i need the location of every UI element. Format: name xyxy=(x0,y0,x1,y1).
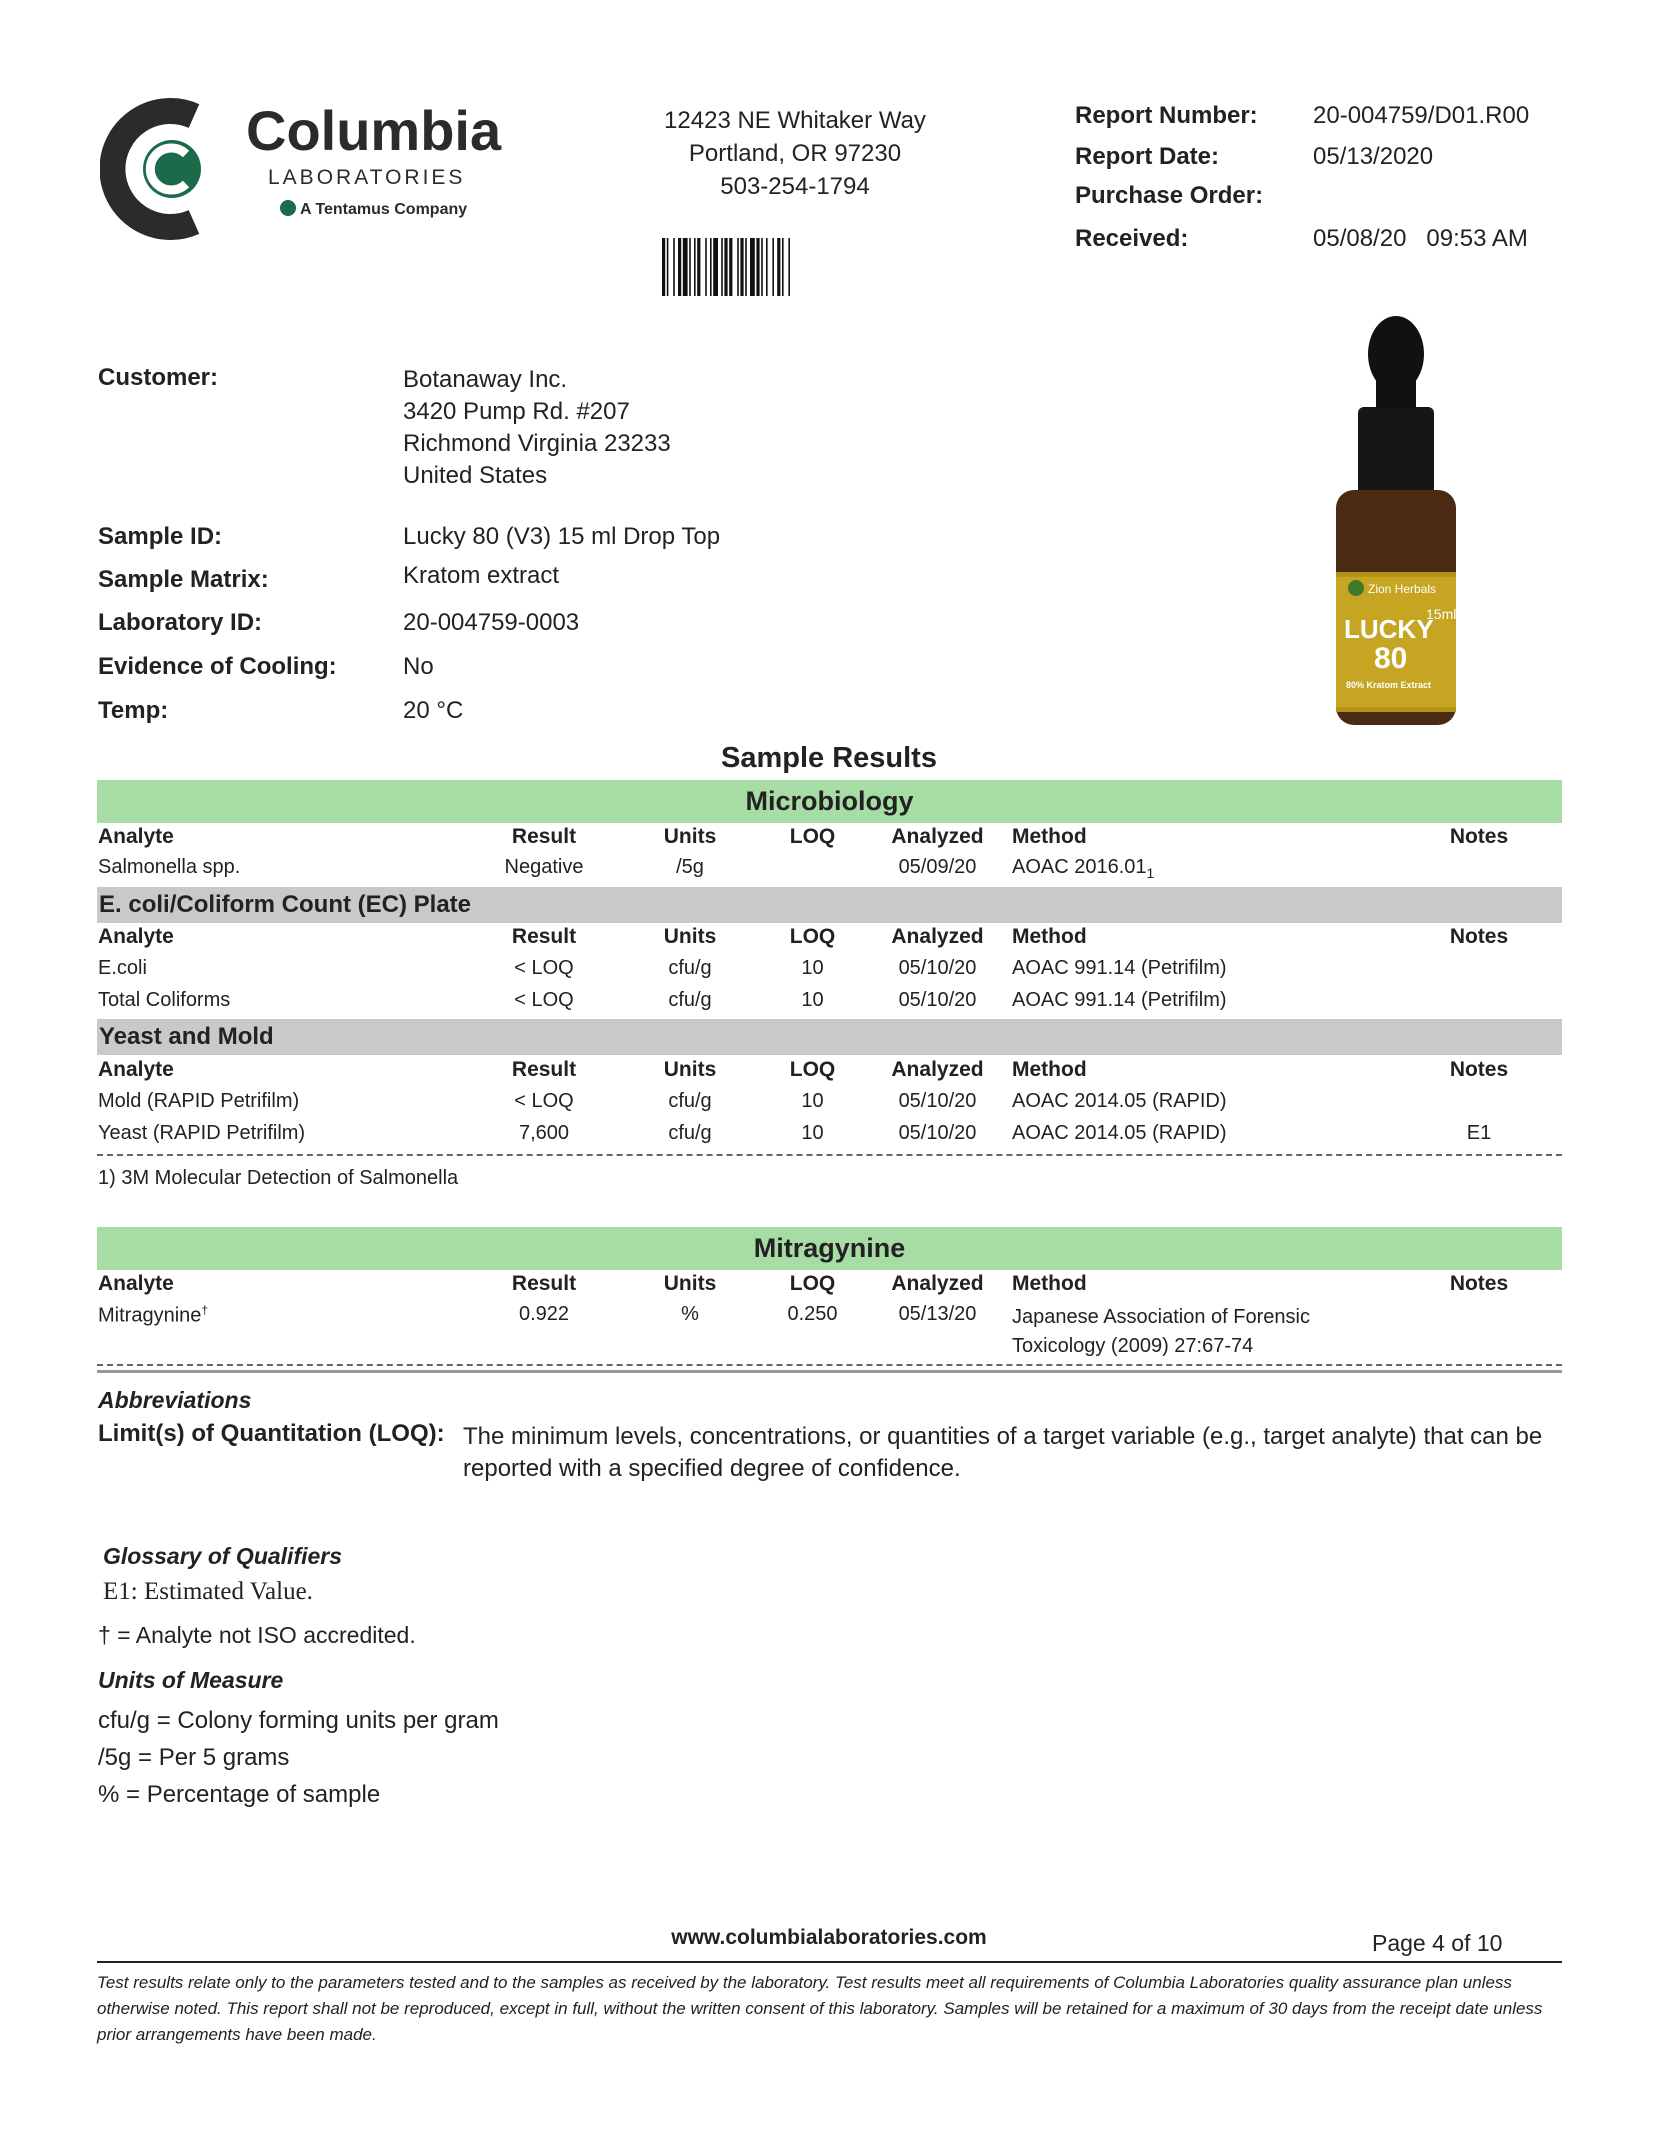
product-bottle-image xyxy=(1318,312,1478,737)
cell-loq: 10 xyxy=(801,1090,824,1112)
list-item: /5g = Per 5 grams xyxy=(98,1744,290,1771)
col-notes: Notes xyxy=(1449,925,1509,948)
bottle-name: LUCKY xyxy=(1344,614,1434,644)
customer-line: Richmond Virginia 23233 xyxy=(403,430,671,457)
sample-matrix-label: Sample Matrix: xyxy=(98,566,269,593)
section-divider xyxy=(97,1364,1562,1366)
logo-tag: A Tentamus Company xyxy=(300,201,468,218)
method-text: AOAC 2016.01 xyxy=(1012,856,1147,878)
cell-method xyxy=(1012,1303,1310,1361)
col-loq: LOQ xyxy=(789,1272,836,1295)
ecoli-band xyxy=(97,887,1562,923)
lab-address-line: 12423 NE Whitaker Way xyxy=(664,107,926,134)
section-divider xyxy=(97,1154,1562,1156)
cell-units: cfu/g xyxy=(668,1090,712,1112)
laboratory-id: 20-004759-0003 xyxy=(403,609,580,636)
cell-method: AOAC 2014.05 (RAPID) xyxy=(1012,1122,1227,1144)
report-number: 20-004759/D01.R00 xyxy=(1313,102,1530,129)
cell-analyzed: 05/10/20 xyxy=(898,989,977,1011)
cooling-label: Evidence of Cooling: xyxy=(98,653,337,680)
bottle-size: 15ml xyxy=(1426,606,1457,622)
cell-analyzed: 05/10/20 xyxy=(898,957,977,979)
lab-phone: 503-254-1794 xyxy=(720,173,870,200)
mitragynine-title: Mitragynine xyxy=(753,1233,906,1263)
disclaimer: Test results relate only to the parameters tested and to the samples as received by the laboratory. Test results meet all requirements of Columbia Laboratories quality assurance plan unless otherwise noted. This report shall not be reproduced, except in full, without the written consent of this laboratory. Samples will be retained for a maximum of 30 days from the receipt date unless prior arrangements have been made. xyxy=(97,1973,1543,2044)
customer-line: Botanaway Inc. xyxy=(403,366,568,393)
list-item: cfu/g = Colony forming units per gram xyxy=(98,1707,499,1734)
cell-result: < LOQ xyxy=(514,957,574,979)
method-line: Japanese Association of Forensic xyxy=(1012,1306,1310,1328)
method-footnote-ref: 1 xyxy=(1146,865,1155,881)
dagger-mark: † xyxy=(201,1303,209,1317)
customer-address xyxy=(403,364,671,492)
col-loq: LOQ xyxy=(789,925,836,948)
col-analyte: Analyte xyxy=(98,925,174,948)
sample-id-label: Sample ID: xyxy=(98,523,223,550)
microbiology-title: Microbiology xyxy=(745,786,914,816)
laboratory-id-label: Laboratory ID: xyxy=(98,609,263,636)
barcode xyxy=(662,238,890,296)
col-method: Method xyxy=(1012,825,1087,848)
report-number-label: Report Number: xyxy=(1075,102,1258,129)
col-method: Method xyxy=(1012,1058,1087,1081)
cell-analyte: Mold (RAPID Petrifilm) xyxy=(98,1090,300,1112)
loq-definition xyxy=(463,1421,1563,1485)
micro-footnote: 1) 3M Molecular Detection of Salmonella xyxy=(98,1167,459,1189)
col-analyzed: Analyzed xyxy=(891,1058,984,1081)
cell-units: cfu/g xyxy=(668,989,712,1011)
customer-line: 3420 Pump Rd. #207 xyxy=(403,398,630,425)
col-result: Result xyxy=(511,825,577,848)
col-result: Result xyxy=(511,1272,577,1295)
website-link[interactable]: www.columbialaboratories.com xyxy=(671,1926,987,1949)
col-result: Result xyxy=(511,1058,577,1081)
col-method: Method xyxy=(1012,925,1087,948)
dagger-note: † = Analyte not ISO accredited. xyxy=(98,1622,416,1648)
report-date: 05/13/2020 xyxy=(1313,143,1434,170)
section-divider xyxy=(97,1370,1562,1373)
cell-analyte xyxy=(98,1303,208,1328)
qualifier-e1: E1: Estimated Value. xyxy=(103,1578,313,1605)
cell-units: cfu/g xyxy=(668,1122,712,1144)
cell-result: 7,600 xyxy=(518,1122,570,1144)
cell-result: < LOQ xyxy=(514,989,574,1011)
loq-definition-line: The minimum levels, concentrations, or quantities of a target variable (e.g., target analyte) that can be xyxy=(463,1423,1543,1450)
ecoli-title: E. coli/Coliform Count (EC) Plate xyxy=(99,891,472,918)
received-label: Received: xyxy=(1075,225,1189,252)
received-value: 05/08/20 09:53 AM xyxy=(1313,225,1528,252)
col-loq: LOQ xyxy=(789,1058,836,1081)
logo-sub: LABORATORIES xyxy=(268,166,466,189)
units-list xyxy=(98,1702,499,1813)
list-item: % = Percentage of sample xyxy=(98,1781,381,1808)
col-analyte: Analyte xyxy=(98,825,174,848)
cell-analyzed: 05/13/20 xyxy=(898,1303,977,1325)
method-line: Toxicology (2009) 27:67-74 xyxy=(1012,1335,1254,1357)
purchase-order-label: Purchase Order: xyxy=(1075,182,1264,209)
lab-address xyxy=(600,104,990,203)
temp-value: 20 °C xyxy=(403,697,464,724)
lab-address-line: Portland, OR 97230 xyxy=(688,140,902,167)
col-units: Units xyxy=(663,1058,717,1081)
bottle-number: 80 xyxy=(1374,642,1408,675)
yeast-mold-band xyxy=(97,1019,1562,1055)
analyte-text: Mitragynine xyxy=(98,1304,202,1327)
col-notes: Notes xyxy=(1449,1272,1509,1295)
cell-loq: 0.250 xyxy=(787,1303,838,1325)
footer-rule xyxy=(97,1961,1562,1963)
yeast-mold-title: Yeast and Mold xyxy=(99,1023,274,1050)
cell-analyzed: 05/10/20 xyxy=(898,1122,977,1144)
cell-analyzed: 05/09/20 xyxy=(898,856,977,878)
page-number: Page 4 of 10 xyxy=(1372,1930,1503,1956)
cell-method: AOAC 991.14 (Petrifilm) xyxy=(1012,957,1227,979)
cell-notes: E1 xyxy=(1466,1122,1492,1144)
col-units: Units xyxy=(663,825,717,848)
cell-result: 0.922 xyxy=(518,1303,570,1325)
cell-loq: 10 xyxy=(801,989,824,1011)
loq-term: Limit(s) of Quantitation (LOQ): xyxy=(98,1420,445,1447)
sample-matrix: Kratom extract xyxy=(403,562,560,589)
col-analyzed: Analyzed xyxy=(891,825,984,848)
col-analyte: Analyte xyxy=(98,1272,174,1295)
col-notes: Notes xyxy=(1449,825,1509,848)
cell-units: % xyxy=(681,1303,699,1325)
cell-method xyxy=(1012,856,1154,881)
cell-analyzed: 05/10/20 xyxy=(898,1090,977,1112)
sample-id: Lucky 80 (V3) 15 ml Drop Top xyxy=(403,523,721,550)
customer-line: United States xyxy=(403,462,548,489)
col-analyte: Analyte xyxy=(98,1058,174,1081)
col-result: Result xyxy=(511,925,577,948)
units-title: Units of Measure xyxy=(98,1667,284,1693)
cell-loq: 10 xyxy=(801,957,824,979)
loq-definition-line: reported with a specified degree of confidence. xyxy=(463,1455,961,1482)
cell-method: AOAC 2014.05 (RAPID) xyxy=(1012,1090,1227,1112)
col-method: Method xyxy=(1012,1272,1087,1295)
report-date-label: Report Date: xyxy=(1075,143,1220,170)
col-units: Units xyxy=(663,925,717,948)
glossary-title: Glossary of Qualifiers xyxy=(103,1543,343,1569)
col-analyzed: Analyzed xyxy=(891,1272,984,1295)
cell-loq: 10 xyxy=(801,1122,824,1144)
cell-analyte: Salmonella spp. xyxy=(98,856,241,878)
columbia-laboratories-logo xyxy=(100,98,530,240)
bottle-brand: Zion Herbals xyxy=(1368,582,1437,596)
abbreviations-title: Abbreviations xyxy=(98,1387,252,1413)
col-loq: LOQ xyxy=(789,825,836,848)
col-units: Units xyxy=(663,1272,717,1295)
cell-analyte: Total Coliforms xyxy=(98,989,231,1011)
microbiology-band xyxy=(97,780,1562,823)
temp-label: Temp: xyxy=(98,697,169,724)
logo-brand: Columbia xyxy=(246,99,502,162)
col-notes: Notes xyxy=(1449,1058,1509,1081)
cell-method: AOAC 991.14 (Petrifilm) xyxy=(1012,989,1227,1011)
mitragynine-band xyxy=(97,1227,1562,1270)
cell-result: < LOQ xyxy=(514,1090,574,1112)
cooling-value: No xyxy=(403,653,434,680)
bottle-desc: 80% Kratom Extract xyxy=(1346,680,1432,690)
customer-label: Customer: xyxy=(98,364,219,391)
cell-units: /5g xyxy=(676,856,704,878)
sample-results-title: Sample Results xyxy=(721,742,937,774)
cell-analyte: Yeast (RAPID Petrifilm) xyxy=(98,1122,306,1144)
cell-analyte: E.coli xyxy=(98,957,147,979)
cell-result: Negative xyxy=(504,856,584,878)
cell-units: cfu/g xyxy=(668,957,712,979)
col-analyzed: Analyzed xyxy=(891,925,984,948)
